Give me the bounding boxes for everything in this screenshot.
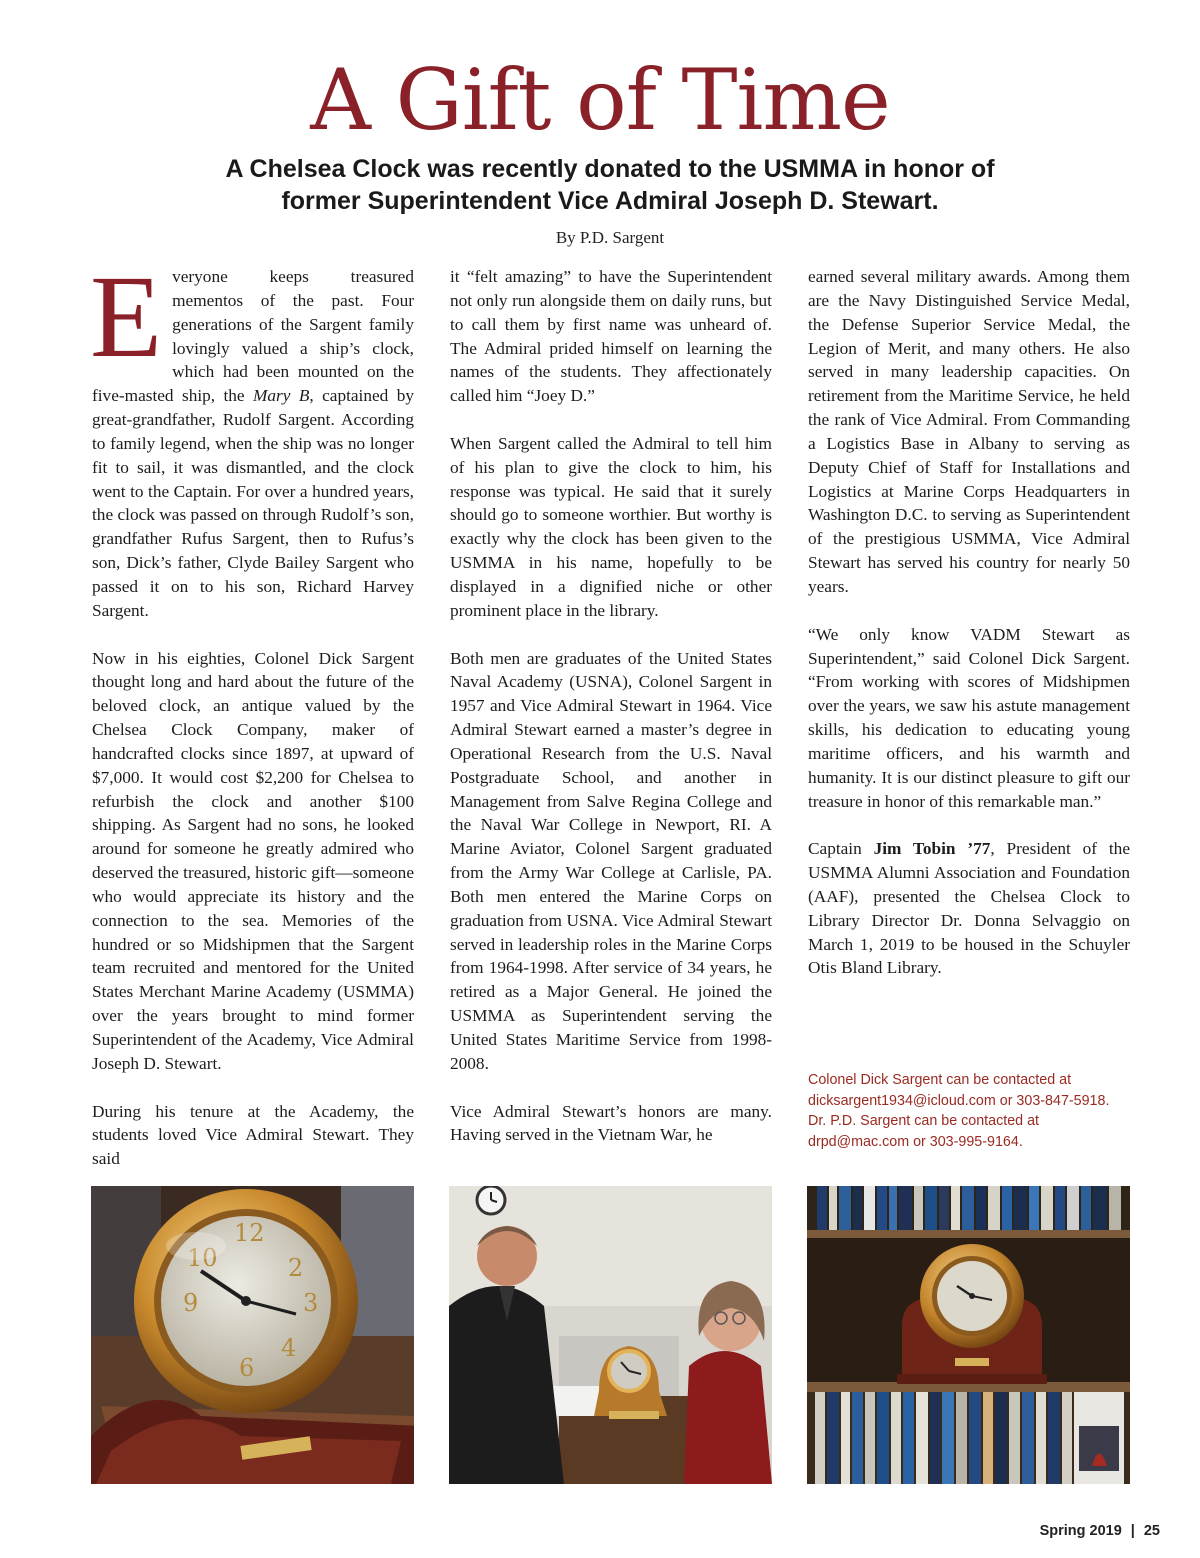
subtitle-line-2: former Superintendent Vice Admiral Joseph D. Stewart. [281,187,939,215]
paragraph-text: , President of the USMMA Alumni Association and Foundation (AAF), presented the Chelsea Clock to Library Director Dr. Donna Selvaggio on March 1, 2019 to be housed in the Schuyler Otis Bland Library. [808,839,1130,978]
contact-info: Colonel Dick Sargent can be contacted at dicksargent1934@icloud.com or 303-847-5918. Dr. P.D. Sargent can be contacted at drpd@mac.com or 303-995-9164. [808,1072,1110,1150]
issue-label: Spring 2019 [1039,1523,1122,1539]
svg-text:9: 9 [183,1289,199,1317]
paragraph: earned several military awards. Among them are the Navy Distinguished Service Medal, the Defense Superior Service Medal, the Legion of Merit, and many others. He also served in many leadership capacities. On retirement from the Maritime Service, he held the rank of Vice Admiral. From Commanding a Logistics Base in Albany to serving as Deputy Chief of Staff for Installations and Logistics at Marine Corps Headquarters in Washington D.C. to serving as Superintendent of the prestigious USMMA, Vice Admiral Stewart has served his country for nearly 50 years. [808,267,1130,596]
article-subtitle [150,153,1070,217]
svg-text:6: 6 [239,1354,255,1382]
article-column-2 [450,265,772,1171]
photo-clock-closeup [91,1186,414,1484]
paragraph: When Sargent called the Admiral to tell him of his plan to give the clock to him, his response was typical. He said that it surely should go to someone worthier. But worthy is exactly why the clock has been given to the USMMA in his name, hopefully to be displayed in a dignified niche or other prominent place in the library. [450,433,772,620]
byline: By P.D. Sargent [555,228,665,247]
drop-cap: E [90,251,163,382]
paragraph-text: , captained by great-grandfather, Rudolf Sargent. According to family legend, when the ship was no longer fit to sail, it was dismantled, and the clock went to the Captain. For over a hundred years, the clock was passed on through Rudolf’s son, grandfather Rufus Sargent, then to Rufus’s son, Dick’s father, Clyde Bailey Sargent who passed it on to his son, Richard Harvey Sargent. [92,386,414,620]
svg-text:3: 3 [303,1289,319,1317]
paragraph: Both men are graduates of the United States Naval Academy (USNA), Colonel Sargent in 1957 and Vice Admiral Stewart in 1964. Vice Admiral Stewart earned a master’s degree in Operational Research from the U.S. Naval Postgraduate School, and another in Management from Salve Regina College and the Naval War College in Newport, RI. A Marine Aviator, Colonel Sargent graduated from the Army War College at Carlisle, PA. Both men entered the Marine Corps on graduation from USNA. Vice Admiral Stewart served in leadership roles in the Marine Corps from 1964-1998. After service of 34 years, he retired as a Major General. He joined the USMMA as Superintendent serving the United States Maritime Service from 1998-2008. [450,648,772,1073]
svg-text:2: 2 [288,1254,304,1282]
presentation-illustration [449,1186,772,1484]
paragraph: Now in his eighties, Colonel Dick Sargent thought long and hard about the future of the beloved clock, an antique valued by the Chelsea Clock Company, maker of handcrafted clocks since 1897, at upward of $7,000. It would cost $2,200 for Chelsea to refurbish the clock and another $100 shipping. As Sargent had no sons, he looked around for someone he greatly admired who deserved the treasured, historic gift—someone who would appreciate its history and the connection to the sea. Memories of the hundred or so Midshipmen that the Sargent team recruited and mentored for the United States Merchant Marine Academy (USMMA) over the years brought to mind former Superintendent of the Academy, Vice Admiral Joseph D. Stewart. [92,648,414,1073]
footer-separator: | [1130,1523,1135,1539]
paragraph: Vice Admiral Stewart’s honors are many. Having served in the Vietnam War, he [450,1101,772,1145]
paragraph [90,251,414,623]
article-title: A Gift of Time [310,51,890,149]
paragraph-text: veryone keeps treasured mementos of the past. Four generations of the Sargent family lovingly valued a ship’s clock, which had been mounted on the five-masted ship, the [92,267,414,406]
svg-text:4: 4 [281,1334,297,1362]
person-name: Jim Tobin ’77 [873,839,991,859]
photo-clock-library [807,1186,1130,1484]
clock-closeup-illustration [91,1186,414,1484]
paragraph: During his tenure at the Academy, the students loved Vice Admiral Stewart. They said [92,1101,414,1169]
page-number: 25 [1143,1523,1160,1539]
svg-text:12: 12 [234,1219,265,1247]
subtitle-line-1: A Chelsea Clock was recently donated to the USMMA in honor of [225,155,995,183]
photo-clock-presentation [449,1186,772,1484]
page-footer [1040,1523,1160,1539]
paragraph: it “felt amazing” to have the Superintendent not only run alongside them on daily runs, but to call them by first name was unheard of. The Admiral prided himself on learning the names of the students. They affectionately called him “Joey D.” [450,267,772,406]
library-shelf-illustration [807,1186,1130,1484]
paragraph-text: Captain [808,839,874,859]
paragraph [808,837,1130,980]
svg-text:10: 10 [187,1244,218,1272]
paragraph: “We only know VADM Stewart as Superintendent,” said Colonel Dick Sargent. “From working with scores of Midshipmen over the years, we saw his astute management skills, his dedication to educating young maritime officers, and his warmth and humanity. It is our distinct pleasure to gift our treasure in honor of this remarkable man.” [808,624,1130,811]
article-column-3 [808,265,1130,1004]
ship-name: Mary B [253,386,310,406]
article-column-1 [90,251,414,1195]
